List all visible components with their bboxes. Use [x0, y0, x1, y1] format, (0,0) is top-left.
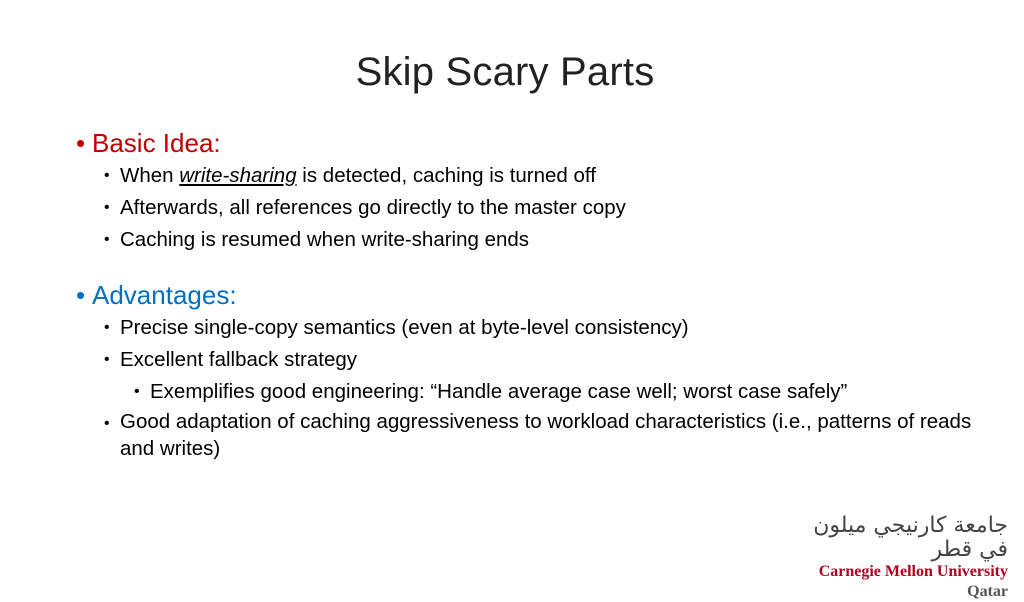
bullet-marker: • — [104, 167, 110, 184]
bullet-advantages — [76, 278, 976, 312]
sub-bullet — [104, 160, 976, 192]
sub-bullet — [104, 344, 976, 376]
bullet-text: Excellent fallback strategy — [120, 348, 358, 371]
bullet-marker: • — [104, 415, 110, 432]
bullet-marker: • — [76, 280, 86, 310]
bullet-text: Afterwards, all references go directly to the master copy — [120, 196, 626, 219]
logo-university-name: Carnegie Mellon University — [818, 563, 1008, 580]
bullet-marker: • — [104, 231, 110, 248]
logo-arabic-text: جامعة كارنيجي ميلون في قطر — [813, 513, 1008, 562]
section-basic-idea — [76, 126, 976, 256]
bullet-marker: • — [104, 199, 110, 216]
sub-bullet — [104, 408, 976, 462]
heading-advantages: Advantages: — [92, 280, 237, 310]
bullet-text: Good adaptation of caching aggressiveness to workload characteristics (i.e., patterns of reads and writes) — [120, 410, 972, 460]
term-write-sharing: write-sharing — [179, 164, 297, 187]
sub-bullet — [104, 312, 976, 344]
bullet-text-pre: When — [120, 164, 180, 187]
bullet-text: Precise single-copy semantics (even at byte-level consistency) — [120, 316, 689, 339]
bullet-text: Caching is resumed when write-sharing ends — [120, 228, 530, 251]
bullet-text-post: is detected, caching is turned off — [296, 164, 596, 187]
slide-content — [76, 126, 976, 484]
bullet-text — [120, 160, 976, 192]
slide-title: Skip Scary Parts — [355, 50, 655, 94]
bullet-text: Exemplifies good engineering: “Handle average case well; worst case safely” — [150, 380, 848, 403]
heading-basic-idea: Basic Idea: — [92, 128, 221, 158]
section-advantages — [76, 278, 976, 462]
sub-bullet — [104, 192, 976, 224]
logo-place: Qatar — [967, 583, 1008, 600]
bullet-marker: • — [134, 383, 140, 400]
logo-english-text — [808, 562, 1008, 602]
cmu-qatar-logo — [808, 513, 1008, 600]
sub-bullet — [104, 224, 976, 256]
bullet-marker: • — [104, 319, 110, 336]
bullet-marker: • — [104, 351, 110, 368]
bullet-basic-idea — [76, 126, 976, 160]
sub-sub-bullet — [134, 376, 976, 408]
bullet-marker: • — [76, 128, 86, 158]
